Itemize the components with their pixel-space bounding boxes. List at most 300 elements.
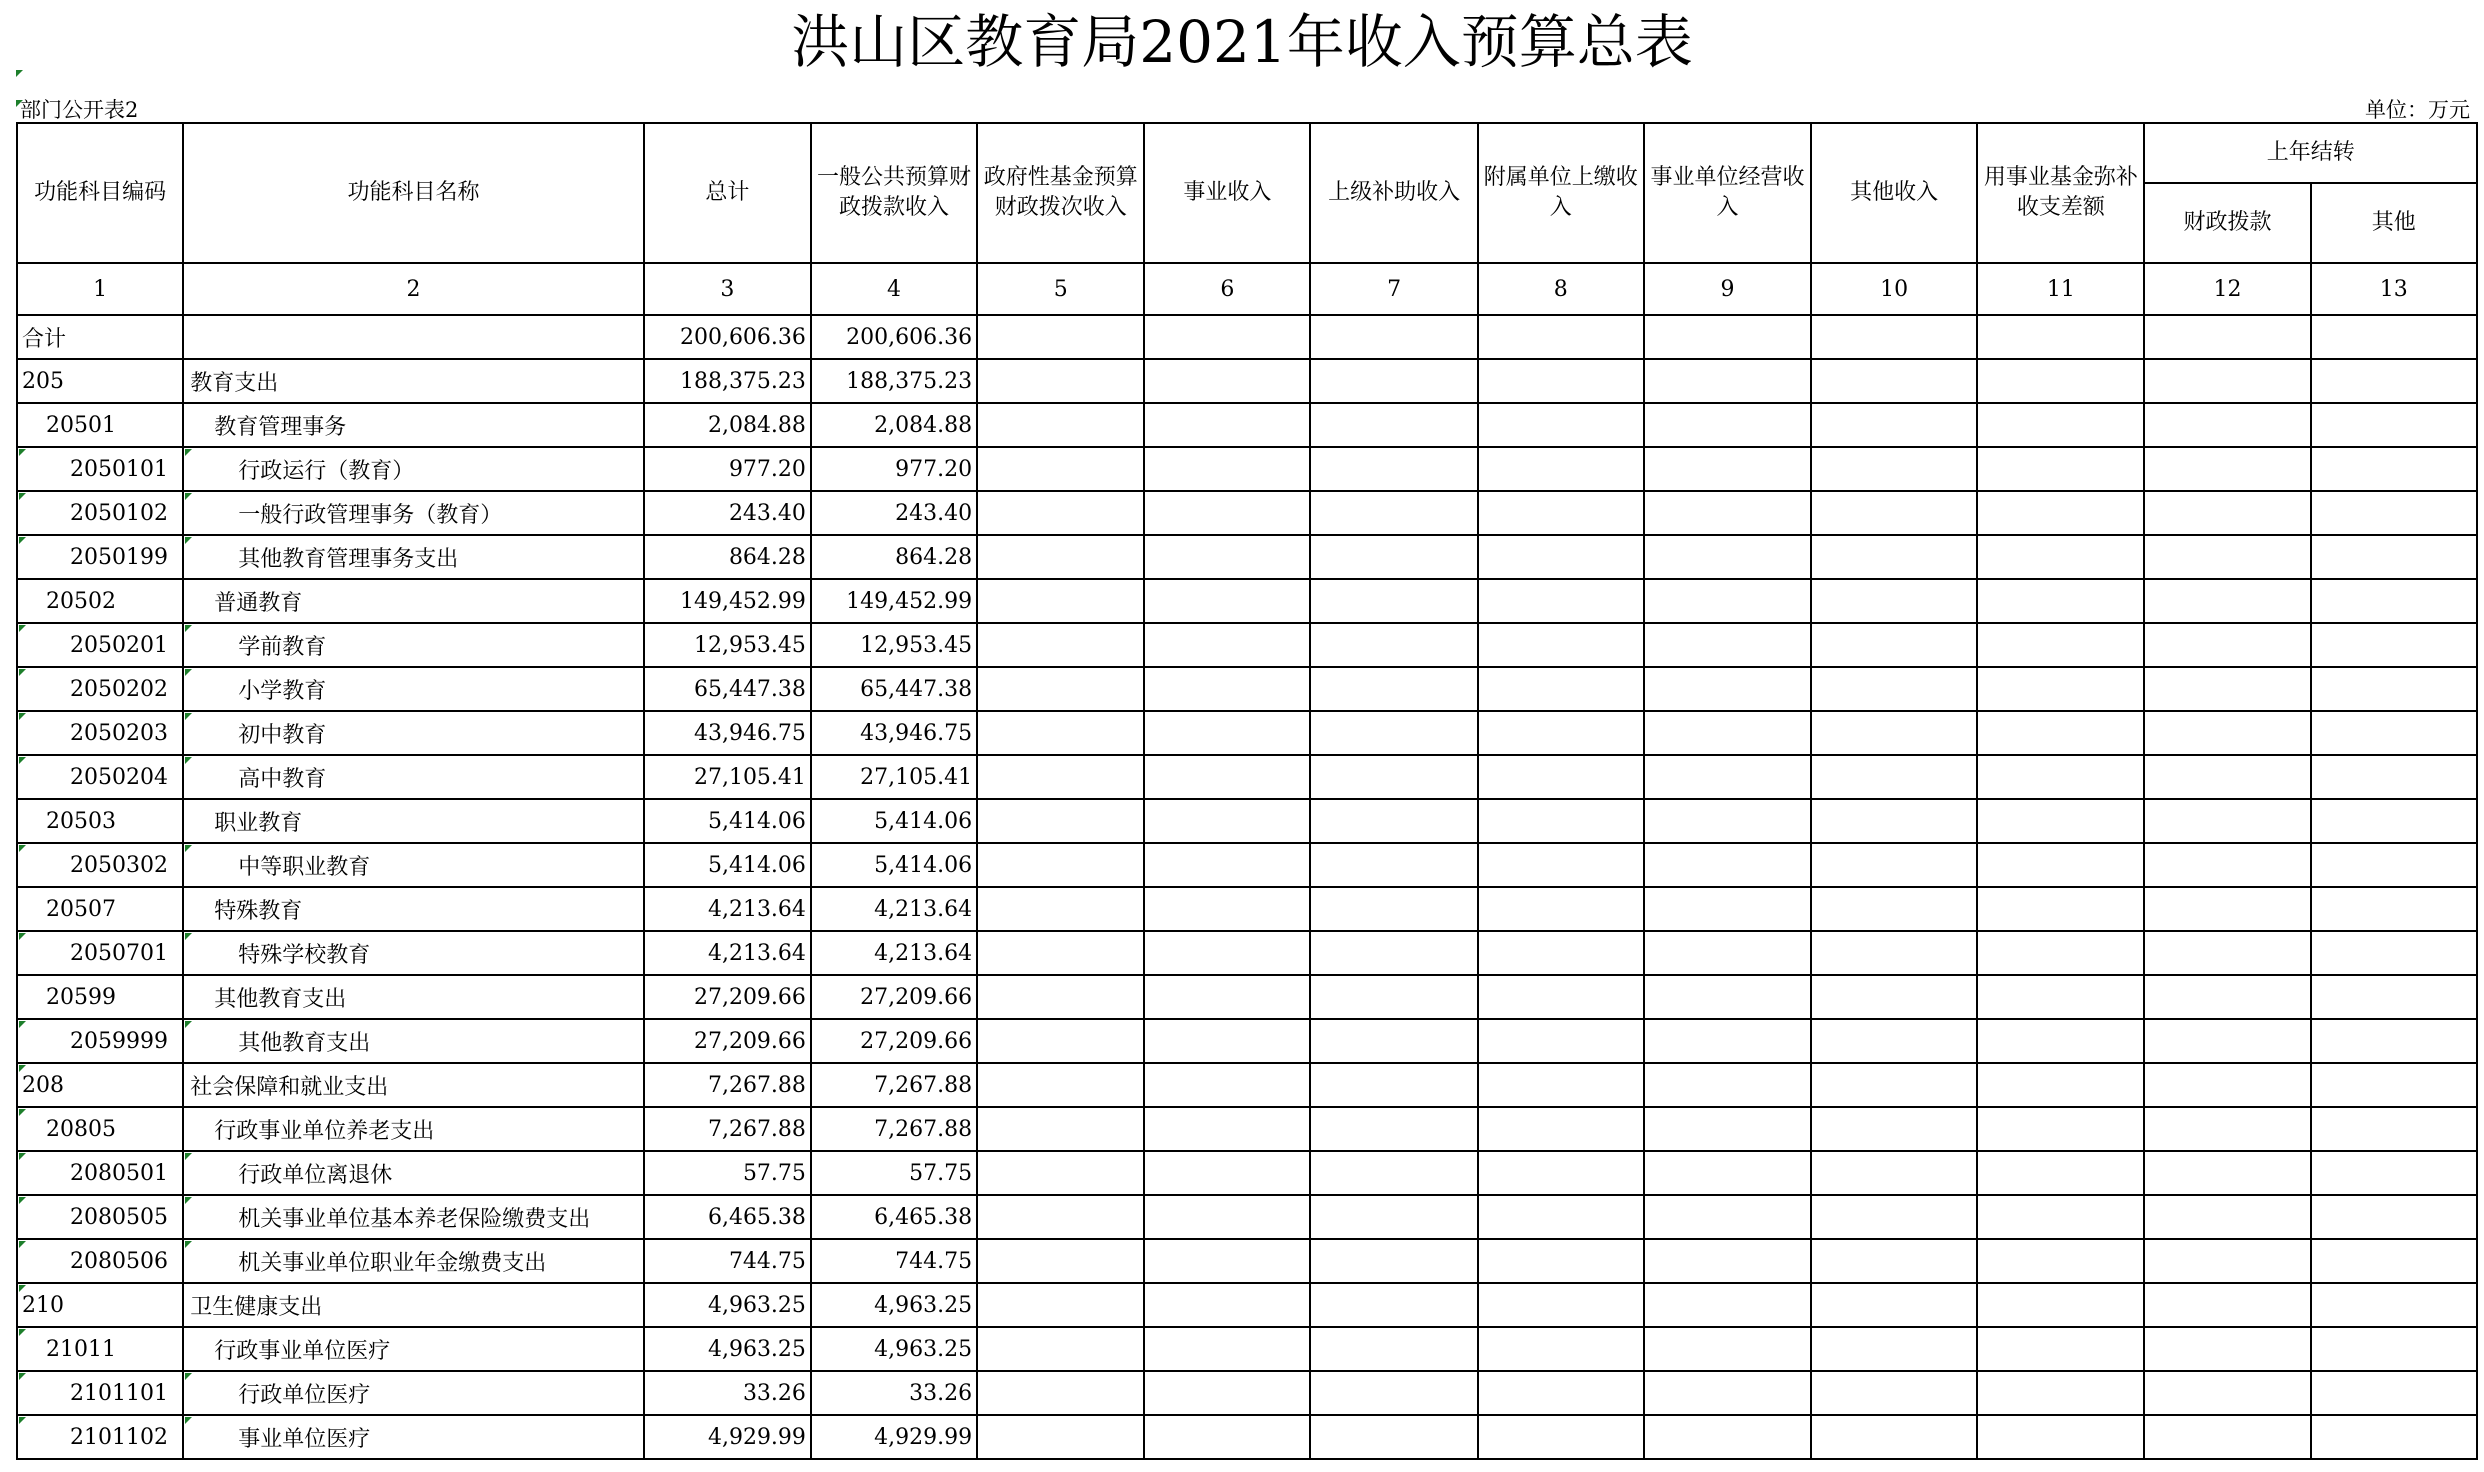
column-number: 9	[1644, 263, 1811, 315]
empty-cell	[2311, 623, 2477, 667]
empty-cell	[1144, 667, 1310, 711]
empty-cell	[1478, 711, 1644, 755]
total-value: 27,209.66	[644, 975, 811, 1019]
header-carryover-other: 其他	[2311, 183, 2477, 263]
function-name	[183, 1239, 644, 1283]
empty-cell	[2311, 1151, 2477, 1195]
empty-cell	[1144, 931, 1310, 975]
empty-cell	[2311, 315, 2477, 359]
total-value: 33.26	[644, 1371, 811, 1415]
empty-cell	[1811, 579, 1977, 623]
table-label: 部门公开表2	[20, 98, 139, 122]
empty-cell	[1478, 799, 1644, 843]
function-name-text: 教育支出	[190, 370, 279, 396]
cell-comment-marker	[185, 1241, 192, 1248]
empty-cell	[1144, 1371, 1310, 1415]
function-name	[183, 1371, 644, 1415]
empty-cell	[1977, 1283, 2144, 1327]
empty-cell	[1144, 403, 1310, 447]
column-number: 6	[1144, 263, 1310, 315]
empty-cell	[1144, 799, 1310, 843]
empty-cell	[977, 1371, 1144, 1415]
empty-cell	[1310, 579, 1477, 623]
cell-comment-marker	[185, 449, 192, 456]
empty-cell	[1144, 1107, 1310, 1151]
cell-comment-marker	[185, 1021, 192, 1028]
empty-cell	[1811, 843, 1977, 887]
function-code	[17, 1063, 183, 1107]
empty-cell	[1977, 755, 2144, 799]
empty-cell	[1977, 1019, 2144, 1063]
empty-cell	[2144, 1371, 2310, 1415]
empty-cell	[1811, 931, 1977, 975]
empty-cell	[977, 1195, 1144, 1239]
empty-cell	[977, 1415, 1144, 1459]
empty-cell	[1977, 799, 2144, 843]
empty-cell	[977, 447, 1144, 491]
empty-cell	[1811, 359, 1977, 403]
empty-cell	[1977, 843, 2144, 887]
empty-cell	[2311, 667, 2477, 711]
table-row	[17, 887, 2477, 931]
total-value: 5,414.06	[644, 843, 811, 887]
empty-cell	[1144, 1283, 1310, 1327]
general-budget-value: 4,963.25	[811, 1283, 977, 1327]
empty-cell	[2144, 403, 2310, 447]
empty-cell	[1644, 931, 1811, 975]
function-name	[183, 843, 644, 887]
empty-cell	[1310, 1371, 1477, 1415]
empty-cell	[1644, 843, 1811, 887]
table-row	[17, 535, 2477, 579]
cell-comment-marker	[19, 1241, 26, 1248]
empty-cell	[1144, 843, 1310, 887]
column-number: 10	[1811, 263, 1977, 315]
column-number: 8	[1478, 263, 1644, 315]
cell-comment-marker	[185, 1153, 192, 1160]
empty-cell	[1644, 1019, 1811, 1063]
table-row	[17, 667, 2477, 711]
function-code	[17, 1107, 183, 1151]
general-budget-value: 33.26	[811, 1371, 977, 1415]
function-name-text: 小学教育	[238, 678, 327, 704]
empty-cell	[977, 1107, 1144, 1151]
empty-cell	[1644, 1107, 1811, 1151]
cell-comment-marker	[19, 1329, 26, 1336]
empty-cell	[1811, 755, 1977, 799]
column-number: 13	[2311, 263, 2477, 315]
general-budget-value: 5,414.06	[811, 799, 977, 843]
empty-cell	[977, 1063, 1144, 1107]
function-name	[183, 1327, 644, 1371]
empty-cell	[2144, 623, 2310, 667]
function-code-text: 20805	[46, 1116, 116, 1142]
function-name-text: 教育管理事务	[214, 414, 347, 440]
empty-cell	[2311, 711, 2477, 755]
header-general-budget: 一般公共预算财政拨款收入	[811, 123, 977, 263]
column-number: 12	[2144, 263, 2310, 315]
empty-cell	[1644, 535, 1811, 579]
function-code-text: 20502	[46, 588, 116, 614]
general-budget-value: 5,414.06	[811, 843, 977, 887]
general-budget-value: 12,953.45	[811, 623, 977, 667]
function-code-text: 2080501	[70, 1160, 168, 1186]
function-name	[183, 711, 644, 755]
column-number-row	[17, 263, 2477, 315]
general-budget-value: 4,213.64	[811, 931, 977, 975]
general-budget-value: 27,209.66	[811, 975, 977, 1019]
table-row	[17, 1063, 2477, 1107]
empty-cell	[1310, 931, 1477, 975]
function-code	[17, 1415, 183, 1459]
header-name: 功能科目名称	[183, 123, 644, 263]
total-value: 57.75	[644, 1151, 811, 1195]
function-name-text: 卫生健康支出	[190, 1294, 323, 1320]
function-code-text: 2050202	[70, 676, 168, 702]
empty-cell	[1977, 623, 2144, 667]
empty-cell	[1644, 1063, 1811, 1107]
empty-cell	[1644, 667, 1811, 711]
empty-cell	[1478, 535, 1644, 579]
empty-cell	[1644, 1151, 1811, 1195]
table-row	[17, 1371, 2477, 1415]
empty-cell	[1811, 975, 1977, 1019]
empty-cell	[977, 1239, 1144, 1283]
function-code	[17, 535, 183, 579]
general-budget-value: 243.40	[811, 491, 977, 535]
empty-cell	[1811, 447, 1977, 491]
total-value: 149,452.99	[644, 579, 811, 623]
header-total: 总计	[644, 123, 811, 263]
function-code	[17, 711, 183, 755]
function-code-text: 21011	[46, 1336, 116, 1362]
header-business-income: 事业收入	[1144, 123, 1310, 263]
empty-cell	[1310, 975, 1477, 1019]
function-code-text: 2050302	[70, 852, 168, 878]
header-carryover-fiscal: 财政拨款	[2144, 183, 2310, 263]
header-other-income: 其他收入	[1811, 123, 1977, 263]
empty-cell	[1644, 403, 1811, 447]
cell-comment-marker	[185, 625, 192, 632]
cell-comment-marker	[19, 1373, 26, 1380]
empty-cell	[1811, 1063, 1977, 1107]
empty-cell	[1144, 315, 1310, 359]
empty-cell	[1310, 447, 1477, 491]
empty-cell	[977, 623, 1144, 667]
empty-cell	[1478, 1019, 1644, 1063]
function-code	[17, 843, 183, 887]
empty-cell	[1478, 1151, 1644, 1195]
empty-cell	[2144, 975, 2310, 1019]
empty-cell	[1144, 1195, 1310, 1239]
total-value: 7,267.88	[644, 1063, 811, 1107]
function-code	[17, 359, 183, 403]
empty-cell	[1644, 975, 1811, 1019]
empty-cell	[1811, 1371, 1977, 1415]
cell-comment-marker	[19, 757, 26, 764]
cell-comment-marker	[16, 70, 23, 77]
empty-cell	[2144, 1019, 2310, 1063]
empty-cell	[1478, 447, 1644, 491]
function-code-text: 2059999	[70, 1028, 168, 1054]
empty-cell	[2311, 1371, 2477, 1415]
header-code: 功能科目编码	[17, 123, 183, 263]
empty-cell	[1644, 1283, 1811, 1327]
cell-comment-marker	[185, 1197, 192, 1204]
empty-cell	[1811, 1151, 1977, 1195]
empty-cell	[2311, 491, 2477, 535]
function-name-text: 中等职业教育	[238, 854, 371, 880]
empty-cell	[1478, 579, 1644, 623]
function-name-text: 其他教育支出	[214, 986, 347, 1012]
function-code-text: 2101101	[70, 1380, 168, 1406]
empty-cell	[2144, 1151, 2310, 1195]
function-code	[17, 887, 183, 931]
function-name	[183, 579, 644, 623]
unit-label: 单位：万元	[2365, 98, 2470, 122]
function-code-text: 208	[22, 1072, 64, 1098]
empty-cell	[2311, 1107, 2477, 1151]
function-code-text: 20501	[46, 412, 116, 438]
empty-cell	[1977, 491, 2144, 535]
empty-cell	[1644, 359, 1811, 403]
table-row	[17, 755, 2477, 799]
empty-cell	[1811, 315, 1977, 359]
function-name	[183, 1063, 644, 1107]
table-row	[17, 1327, 2477, 1371]
function-name-text: 行政运行（教育）	[238, 458, 415, 484]
empty-cell	[1310, 711, 1477, 755]
empty-cell	[1310, 315, 1477, 359]
cell-comment-marker	[19, 1417, 26, 1424]
function-name-text: 其他教育支出	[238, 1030, 371, 1056]
empty-cell	[1811, 1019, 1977, 1063]
empty-cell	[1478, 1283, 1644, 1327]
function-code-text: 210	[22, 1292, 64, 1318]
empty-cell	[1977, 1063, 2144, 1107]
empty-cell	[1977, 1239, 2144, 1283]
empty-cell	[2311, 403, 2477, 447]
empty-cell	[977, 403, 1144, 447]
empty-cell	[2144, 843, 2310, 887]
empty-cell	[1644, 1327, 1811, 1371]
function-name-text: 高中教育	[238, 766, 327, 792]
function-name-text: 特殊教育	[214, 898, 303, 924]
function-code	[17, 491, 183, 535]
table-row	[17, 711, 2477, 755]
table-row	[17, 1283, 2477, 1327]
empty-cell	[1144, 1415, 1310, 1459]
table-row	[17, 359, 2477, 403]
empty-cell	[1310, 403, 1477, 447]
empty-cell	[1644, 887, 1811, 931]
empty-cell	[1144, 623, 1310, 667]
total-value: 27,209.66	[644, 1019, 811, 1063]
empty-cell	[1644, 447, 1811, 491]
empty-cell	[977, 359, 1144, 403]
function-name	[183, 359, 644, 403]
function-code-text: 2050203	[70, 720, 168, 746]
empty-cell	[1644, 1415, 1811, 1459]
general-budget-value: 7,267.88	[811, 1107, 977, 1151]
function-name	[183, 667, 644, 711]
empty-cell	[977, 711, 1144, 755]
function-name	[183, 1195, 644, 1239]
general-budget-value: 200,606.36	[811, 315, 977, 359]
empty-cell	[1977, 1107, 2144, 1151]
function-name-text: 一般行政管理事务（教育）	[238, 502, 503, 528]
empty-cell	[2144, 1327, 2310, 1371]
empty-cell	[1811, 887, 1977, 931]
function-name-text: 学前教育	[238, 634, 327, 660]
general-budget-value: 864.28	[811, 535, 977, 579]
empty-cell	[1977, 887, 2144, 931]
table-row	[17, 403, 2477, 447]
empty-cell	[2144, 667, 2310, 711]
function-name-text: 初中教育	[238, 722, 327, 748]
column-number: 1	[17, 263, 183, 315]
general-budget-value: 149,452.99	[811, 579, 977, 623]
function-code	[17, 799, 183, 843]
empty-cell	[1977, 931, 2144, 975]
general-budget-value: 744.75	[811, 1239, 977, 1283]
empty-cell	[1644, 579, 1811, 623]
table-row	[17, 447, 2477, 491]
empty-cell	[977, 315, 1144, 359]
function-name-text: 特殊学校教育	[238, 942, 371, 968]
empty-cell	[1310, 623, 1477, 667]
empty-cell	[1977, 359, 2144, 403]
empty-cell	[1644, 1371, 1811, 1415]
total-value: 4,213.64	[644, 887, 811, 931]
total-value: 864.28	[644, 535, 811, 579]
cell-comment-marker	[19, 1065, 26, 1072]
function-code-text: 20503	[46, 808, 116, 834]
empty-cell	[1478, 1415, 1644, 1459]
empty-cell	[1478, 843, 1644, 887]
function-name-text: 其他教育管理事务支出	[238, 546, 459, 572]
function-name	[183, 1019, 644, 1063]
empty-cell	[1977, 1151, 2144, 1195]
table-row	[17, 1415, 2477, 1459]
empty-cell	[1144, 1239, 1310, 1283]
column-number: 2	[183, 263, 644, 315]
table-row	[17, 1239, 2477, 1283]
table-row	[17, 315, 2477, 359]
total-value: 4,929.99	[644, 1415, 811, 1459]
header-carryover: 上年结转	[2144, 123, 2477, 183]
empty-cell	[2144, 1239, 2310, 1283]
function-name-text: 社会保障和就业支出	[190, 1074, 389, 1100]
empty-cell	[2144, 535, 2310, 579]
empty-cell	[1144, 1019, 1310, 1063]
function-code	[17, 315, 183, 359]
function-code-text: 合计	[22, 326, 67, 352]
empty-cell	[1144, 535, 1310, 579]
empty-cell	[1977, 579, 2144, 623]
empty-cell	[2144, 315, 2310, 359]
empty-cell	[2311, 799, 2477, 843]
header-operating-income: 事业单位经营收入	[1644, 123, 1811, 263]
total-value: 744.75	[644, 1239, 811, 1283]
empty-cell	[977, 755, 1144, 799]
function-code-text: 2080505	[70, 1204, 168, 1230]
cell-comment-marker	[19, 625, 26, 632]
function-code-text: 2050102	[70, 500, 168, 526]
empty-cell	[1977, 711, 2144, 755]
empty-cell	[1811, 711, 1977, 755]
empty-cell	[1310, 1283, 1477, 1327]
empty-cell	[1644, 491, 1811, 535]
empty-cell	[1478, 359, 1644, 403]
empty-cell	[2311, 359, 2477, 403]
total-value: 4,963.25	[644, 1327, 811, 1371]
empty-cell	[2144, 1283, 2310, 1327]
function-name	[183, 623, 644, 667]
cell-comment-marker	[19, 1285, 26, 1292]
empty-cell	[2311, 1239, 2477, 1283]
function-name	[183, 535, 644, 579]
function-name	[183, 975, 644, 1019]
total-value: 12,953.45	[644, 623, 811, 667]
empty-cell	[1144, 359, 1310, 403]
cell-comment-marker	[19, 537, 26, 544]
empty-cell	[1478, 975, 1644, 1019]
empty-cell	[1310, 1063, 1477, 1107]
total-value: 188,375.23	[644, 359, 811, 403]
empty-cell	[1811, 623, 1977, 667]
cell-comment-marker	[185, 669, 192, 676]
empty-cell	[977, 1019, 1144, 1063]
table-row	[17, 1151, 2477, 1195]
empty-cell	[977, 843, 1144, 887]
empty-cell	[1644, 1239, 1811, 1283]
function-code	[17, 1327, 183, 1371]
empty-cell	[2144, 1195, 2310, 1239]
empty-cell	[1644, 711, 1811, 755]
empty-cell	[1310, 1415, 1477, 1459]
empty-cell	[1811, 403, 1977, 447]
function-name	[183, 447, 644, 491]
general-budget-value: 6,465.38	[811, 1195, 977, 1239]
function-name-text: 机关事业单位基本养老保险缴费支出	[238, 1206, 591, 1232]
total-value: 2,084.88	[644, 403, 811, 447]
empty-cell	[1644, 799, 1811, 843]
function-name	[183, 1283, 644, 1327]
empty-cell	[1310, 843, 1477, 887]
empty-cell	[1144, 887, 1310, 931]
empty-cell	[1144, 1063, 1310, 1107]
empty-cell	[1310, 1195, 1477, 1239]
empty-cell	[1478, 1107, 1644, 1151]
empty-cell	[977, 535, 1144, 579]
function-code-text: 20599	[46, 984, 116, 1010]
empty-cell	[1644, 623, 1811, 667]
empty-cell	[1310, 1239, 1477, 1283]
empty-cell	[2144, 579, 2310, 623]
general-budget-value: 65,447.38	[811, 667, 977, 711]
empty-cell	[2311, 1415, 2477, 1459]
empty-cell	[977, 1327, 1144, 1371]
function-name-text: 机关事业单位职业年金缴费支出	[238, 1250, 547, 1276]
cell-comment-marker	[185, 713, 192, 720]
budget-table	[16, 122, 2478, 1460]
cell-comment-marker	[19, 493, 26, 500]
empty-cell	[2311, 1327, 2477, 1371]
function-code	[17, 623, 183, 667]
empty-cell	[2144, 359, 2310, 403]
empty-cell	[1478, 931, 1644, 975]
